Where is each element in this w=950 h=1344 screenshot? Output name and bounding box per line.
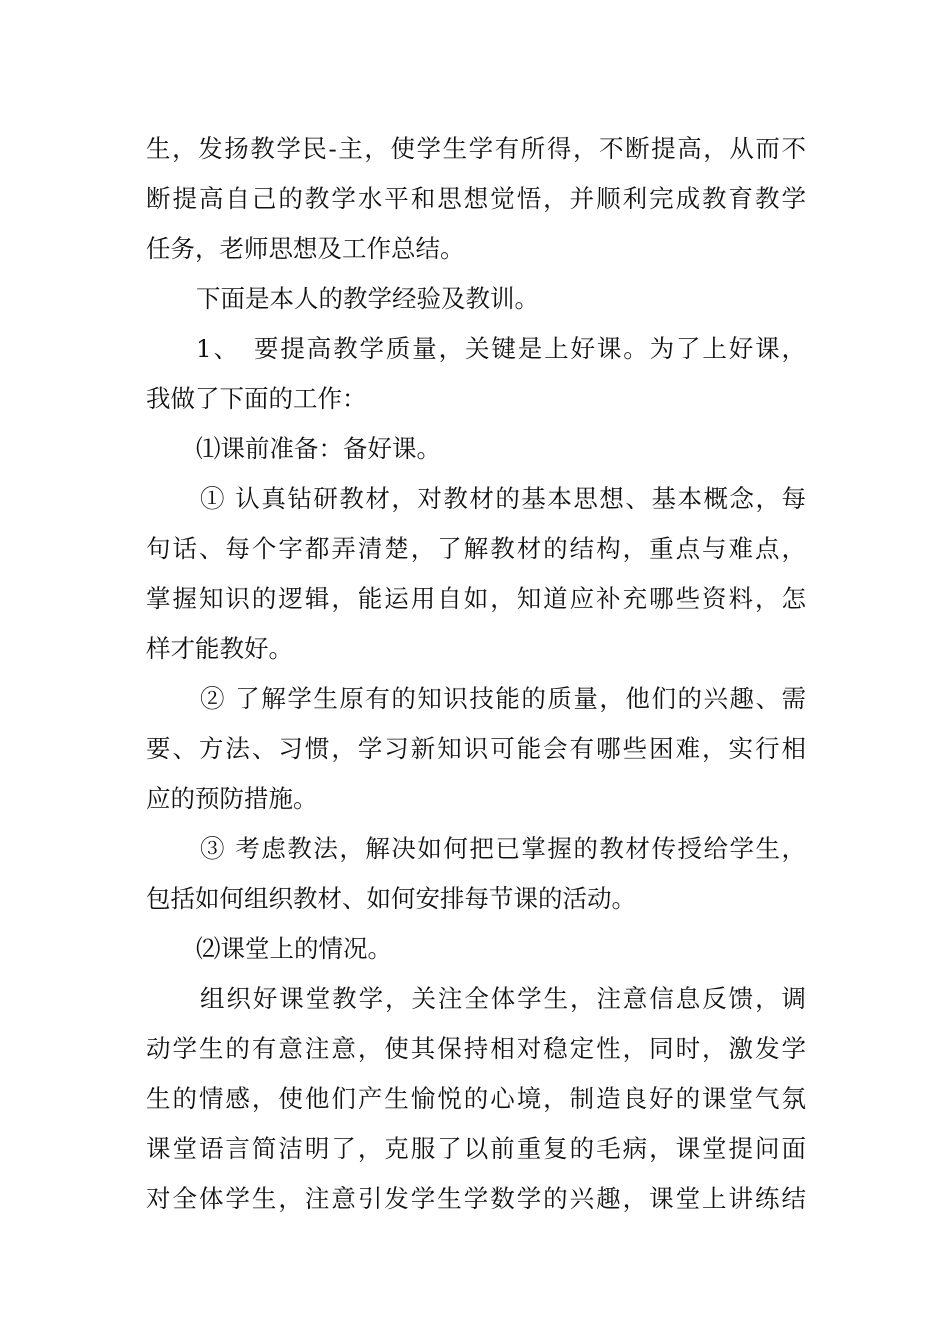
list-item-line: ③ 考虑教法，解决如何把已掌握的教材传授给学生， <box>200 834 806 863</box>
list-item-line: ② 了解学生原有的知识技能的质量，他们的兴趣、需 <box>200 684 806 713</box>
text-line: 生的情感，使他们产生愉悦的心境，制造良好的课堂气氛 <box>146 1084 806 1113</box>
text-line: 生，发扬教学民-主，使学生学有所得，不断提高，从而不 <box>146 134 806 163</box>
paragraph-line: 组织好课堂教学，关注全体学生，注意信息反馈，调 <box>200 984 806 1013</box>
text-line: 动学生的有意注意，使其保持相对稳定性，同时，激发学 <box>146 1034 806 1063</box>
text-line: 句话、每个字都弄清楚，了解教材的结构，重点与难点， <box>146 534 806 563</box>
text-line: 应的预防措施。 <box>146 784 318 813</box>
subheading-line: ⑴课前准备：备好课。 <box>196 434 441 463</box>
subheading-line: ⑵课堂上的情况。 <box>196 934 392 963</box>
list-item-line: ① 认真钻研教材，对教材的基本思想、基本概念，每 <box>200 484 806 513</box>
numbered-item-line: 1、 要提高教学质量，关键是上好课。为了上好课， <box>196 334 806 363</box>
text-line: 对全体学生，注意引发学生学数学的兴趣，课堂上讲练结 <box>146 1184 806 1213</box>
text-line: 任务，老师思想及工作总结。 <box>146 234 465 263</box>
text-line: 掌握知识的逻辑，能运用自如，知道应补充哪些资料，怎 <box>146 584 806 613</box>
text-line: 包括如何组织教材、如何安排每节课的活动。 <box>146 884 636 913</box>
paragraph-line: 下面是本人的教学经验及教训。 <box>196 284 539 313</box>
text-line: 样才能教好。 <box>146 634 293 663</box>
text-line: 断提高自己的教学水平和思想觉悟，并顺利完成教育教学 <box>146 184 806 213</box>
text-line: 我做了下面的工作： <box>146 384 367 413</box>
text-line: 要、方法、习惯，学习新知识可能会有哪些困难，实行相 <box>146 734 806 763</box>
text-line: 课堂语言简洁明了，克服了以前重复的毛病，课堂提问面 <box>146 1134 806 1163</box>
